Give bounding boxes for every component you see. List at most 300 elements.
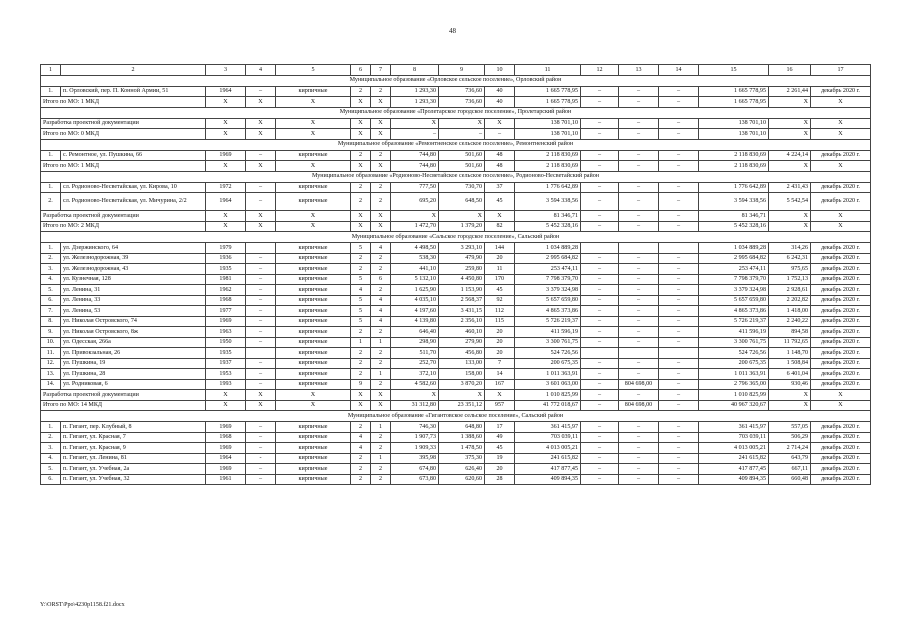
table-cell: – (619, 161, 659, 172)
table-cell: 4 498,50 (391, 243, 439, 254)
table-cell: 3 870,20 (439, 379, 485, 390)
table-cell: 5. (41, 464, 61, 475)
table-cell: X (769, 390, 811, 401)
section-header-row (41, 139, 871, 150)
table-cell: 138 701,10 (699, 118, 769, 129)
table-cell: кирпичные (276, 327, 351, 338)
table-cell: кирпичные (276, 243, 351, 254)
address-cell: ул. Николая Островского, 8ж (61, 327, 206, 338)
table-cell: 744,80 (391, 150, 439, 161)
table-cell: X (811, 211, 871, 222)
table-cell: 1 418,00 (769, 306, 811, 317)
table-cell: – (246, 464, 276, 475)
table-cell: X (439, 211, 485, 222)
section-header-row (41, 411, 871, 422)
summary-row (41, 161, 871, 172)
summary-label: Итого по МО: 2 МКД (41, 221, 206, 232)
summary-row (41, 400, 871, 411)
table-cell: 158,00 (439, 369, 485, 380)
table-cell: 1 776 642,89 (515, 182, 581, 193)
table-cell: – (619, 443, 659, 454)
table-cell: – (659, 285, 699, 296)
table-cell: 417 877,45 (515, 464, 581, 475)
table-cell: – (659, 358, 699, 369)
table-cell: – (619, 316, 659, 327)
table-cell: – (619, 86, 659, 97)
table-cell: 1 665 778,95 (699, 97, 769, 108)
table-cell: – (659, 379, 699, 390)
table-cell: 456,80 (439, 348, 485, 359)
table-cell: – (619, 150, 659, 161)
building-row (41, 369, 871, 380)
table-cell: X (276, 129, 351, 140)
table-cell: декабрь 2020 г. (811, 264, 871, 275)
table-cell: декабрь 2020 г. (811, 86, 871, 97)
table-cell: кирпичные (276, 86, 351, 97)
table-cell: 2 (371, 327, 391, 338)
table-cell: – (619, 327, 659, 338)
table-cell: декабрь 2020 г. (811, 453, 871, 464)
table-cell: 20 (485, 464, 515, 475)
municipality-title: Муниципальное образование «Сальское городское поселение», Сальский район (41, 232, 871, 243)
table-cell: – (619, 193, 659, 211)
table-cell: – (659, 211, 699, 222)
summary-row (41, 221, 871, 232)
column-number: 5 (276, 65, 351, 76)
table-cell: – (581, 274, 619, 285)
table-cell: 23 351,12 (439, 400, 485, 411)
table-cell: 3 379 324,98 (699, 285, 769, 296)
table-cell: 48 (485, 161, 515, 172)
table-cell: – (659, 118, 699, 129)
address-cell: п. Гигант, ул. Учебная, 2а (61, 464, 206, 475)
table-cell: – (581, 316, 619, 327)
table-cell: 41 772 018,67 (515, 400, 581, 411)
table-cell: 1 478,50 (439, 443, 485, 454)
table-cell: – (246, 327, 276, 338)
table-cell: 298,90 (391, 337, 439, 348)
table-cell: 2 (351, 348, 371, 359)
address-cell: ул. Кузнечная, 128 (61, 274, 206, 285)
table-cell: 703 039,11 (515, 432, 581, 443)
table-cell: X (769, 400, 811, 411)
table-cell: 5 452 328,16 (699, 221, 769, 232)
table-cell: 2 202,82 (769, 295, 811, 306)
table-cell: – (581, 422, 619, 433)
table-cell: 1 472,70 (391, 221, 439, 232)
table-cell: X (485, 118, 515, 129)
table-cell: 82 (485, 221, 515, 232)
address-cell: сл. Родионово-Несветайская, ул. Мичурина, 2/2 (61, 193, 206, 211)
table-cell: X (811, 118, 871, 129)
table-cell: – (619, 221, 659, 232)
column-number: 9 (439, 65, 485, 76)
building-row (41, 453, 871, 464)
address-cell: п. Гигант, ул. Красная, 7 (61, 432, 206, 443)
building-row (41, 443, 871, 454)
table-cell: X (246, 390, 276, 401)
table-cell: – (581, 379, 619, 390)
table-cell: 3 379 324,98 (515, 285, 581, 296)
table-cell: – (581, 443, 619, 454)
table-cell: 746,30 (391, 422, 439, 433)
table-cell: X (371, 400, 391, 411)
file-path-footer: Y:\ORST\Ppo\4230p1158.f21.docx (40, 602, 125, 608)
table-cell: X (351, 161, 371, 172)
summary-label: Итого по МО: 0 МКД (41, 129, 206, 140)
table-cell: 6. (41, 474, 61, 485)
table-cell: 4 197,60 (391, 306, 439, 317)
table-cell: 7 (485, 358, 515, 369)
table-cell: – (659, 316, 699, 327)
table-cell: – (581, 390, 619, 401)
table-cell: 409 894,35 (699, 474, 769, 485)
table-cell: 138 701,10 (699, 129, 769, 140)
table-cell: 2 (351, 182, 371, 193)
table-cell: – (581, 400, 619, 411)
table-cell: кирпичные (276, 379, 351, 390)
table-cell: 2 118 830,69 (699, 150, 769, 161)
table-cell (581, 243, 619, 254)
table-cell: 1 (371, 422, 391, 433)
table-cell: 1 665 778,95 (515, 86, 581, 97)
address-cell: ул. Дзержинского, 64 (61, 243, 206, 254)
table-cell: 4 013 005,21 (515, 443, 581, 454)
table-cell: 1 034 889,28 (699, 243, 769, 254)
column-number: 3 (206, 65, 246, 76)
table-cell: X (246, 211, 276, 222)
column-number: 2 (61, 65, 206, 76)
table-cell: 2. (41, 432, 61, 443)
table-cell: 4 (371, 316, 391, 327)
table-cell: 4 450,80 (439, 274, 485, 285)
municipality-title: Муниципальное образование «Орловское сельское поселение», Орловский район (41, 75, 871, 86)
municipality-title: Муниципальное образование «Гигантовское сельское поселение», Сальский район (41, 411, 871, 422)
summary-row (41, 211, 871, 222)
table-cell: 3. (41, 264, 61, 275)
table-cell: 1936 (206, 253, 246, 264)
table-cell: 253 474,11 (699, 264, 769, 275)
table-cell: – (619, 474, 659, 485)
table-cell: – (659, 193, 699, 211)
table-cell (619, 348, 659, 359)
table-cell: 5 542,54 (769, 193, 811, 211)
table-cell: – (439, 129, 485, 140)
table-cell: X (485, 211, 515, 222)
table-cell: X (206, 221, 246, 232)
column-number: 1 (41, 65, 61, 76)
table-cell: 45 (485, 443, 515, 454)
table-cell: 1 752,13 (769, 274, 811, 285)
section-header-row (41, 107, 871, 118)
table-cell: X (246, 221, 276, 232)
table-cell: 648,80 (439, 422, 485, 433)
table-cell: 8. (41, 316, 61, 327)
table-cell: – (581, 327, 619, 338)
table-cell: 2 118 830,69 (699, 161, 769, 172)
table-cell: – (619, 337, 659, 348)
table-cell: 3 594 338,56 (515, 193, 581, 211)
table-cell: X (351, 221, 371, 232)
table-cell: – (581, 464, 619, 475)
table-cell: 40 (485, 97, 515, 108)
table-cell: 1972 (206, 182, 246, 193)
table-cell: X (351, 118, 371, 129)
building-row (41, 182, 871, 193)
table-cell: 1964 (206, 86, 246, 97)
table-cell: 4. (41, 274, 61, 285)
address-cell: ул. Привокзальная, 26 (61, 348, 206, 359)
table-cell: 20 (485, 337, 515, 348)
summary-label: Разработка проектной документации (41, 211, 206, 222)
table-cell: – (619, 182, 659, 193)
table-cell: X (206, 390, 246, 401)
table-cell: декабрь 2020 г. (811, 422, 871, 433)
table-cell: 7 798 379,70 (699, 274, 769, 285)
table-cell: 9 (351, 379, 371, 390)
table-cell: 259,80 (439, 264, 485, 275)
table-cell: X (391, 118, 439, 129)
building-row (41, 379, 871, 390)
table-cell: 395,98 (391, 453, 439, 464)
table-cell: 1 379,20 (439, 221, 485, 232)
table-cell: – (581, 211, 619, 222)
table-cell: – (246, 274, 276, 285)
table-cell: X (811, 400, 871, 411)
table-cell: – (659, 453, 699, 464)
table-cell (659, 348, 699, 359)
table-cell: – (659, 295, 699, 306)
table-cell: 730,70 (439, 182, 485, 193)
summary-label: Разработка проектной документации (41, 118, 206, 129)
table-cell: – (581, 337, 619, 348)
table-cell: - (246, 453, 276, 464)
table-cell: 626,40 (439, 464, 485, 475)
table-cell: 703 039,11 (699, 432, 769, 443)
column-number: 16 (769, 65, 811, 76)
table-cell: кирпичные (276, 464, 351, 475)
building-row (41, 274, 871, 285)
table-cell: – (659, 182, 699, 193)
table-cell: 1968 (206, 432, 246, 443)
table-cell: 133,00 (439, 358, 485, 369)
table-cell: – (246, 306, 276, 317)
table-cell: 2 (351, 369, 371, 380)
municipality-title: Муниципальное образование «Ремонтненское сельское поселение», Ремонтненский район (41, 139, 871, 150)
address-cell: ул. Родниковая, 6 (61, 379, 206, 390)
table-cell: декабрь 2020 г. (811, 337, 871, 348)
table-cell: 5 726 219,37 (699, 316, 769, 327)
table-cell: – (659, 86, 699, 97)
table-cell: 112 (485, 306, 515, 317)
building-row (41, 337, 871, 348)
table-cell: 2 240,22 (769, 316, 811, 327)
table-cell: 1 148,70 (769, 348, 811, 359)
table-cell: 524 726,56 (699, 348, 769, 359)
table-cell: X (391, 211, 439, 222)
address-cell: ул. Николая Островского, 74 (61, 316, 206, 327)
table-cell: – (581, 150, 619, 161)
building-row (41, 295, 871, 306)
table-cell: 115 (485, 316, 515, 327)
table-cell: 5 (351, 306, 371, 317)
address-cell: с. Ремонтное, ул. Пушкина, 66 (61, 150, 206, 161)
table-cell: 4 (351, 432, 371, 443)
table-cell: кирпичные (276, 150, 351, 161)
table-cell: 5 452 328,16 (515, 221, 581, 232)
table-cell: 673,80 (391, 474, 439, 485)
table-cell: – (246, 358, 276, 369)
table-cell: X (811, 390, 871, 401)
address-cell: ул. Ленина, 33 (61, 295, 206, 306)
table-cell: декабрь 2020 г. (811, 379, 871, 390)
table-cell: 1961 (206, 474, 246, 485)
page-number: 48 (449, 27, 456, 35)
summary-label: Разработка проектной документации (41, 390, 206, 401)
table-cell: 538,30 (391, 253, 439, 264)
table-cell: X (276, 390, 351, 401)
address-cell: п. Гигант, ул. Учебная, 32 (61, 474, 206, 485)
table-cell: 1935 (206, 264, 246, 275)
table-cell: 1 153,90 (439, 285, 485, 296)
table-cell: 45 (485, 285, 515, 296)
summary-label: Итого по МО: 14 МКД (41, 400, 206, 411)
table-cell: 2 (371, 474, 391, 485)
table-cell: 49 (485, 432, 515, 443)
table-cell: X (246, 161, 276, 172)
building-row (41, 150, 871, 161)
table-cell: 1963 (206, 327, 246, 338)
table-cell: 4 035,10 (391, 295, 439, 306)
table-cell: 2 (351, 422, 371, 433)
table-cell: 736,60 (439, 86, 485, 97)
table-cell: 144 (485, 243, 515, 254)
table-cell: – (659, 264, 699, 275)
table-cell: 2 431,43 (769, 182, 811, 193)
table-cell: – (619, 285, 659, 296)
table-cell: 2 (351, 193, 371, 211)
table-cell: 2 (351, 253, 371, 264)
table-cell: 4 582,60 (391, 379, 439, 390)
table-cell: – (619, 432, 659, 443)
table-cell: – (659, 400, 699, 411)
table-cell: 1. (41, 150, 61, 161)
table-cell: – (246, 422, 276, 433)
table-cell: – (659, 390, 699, 401)
table-cell: – (619, 295, 659, 306)
building-row (41, 432, 871, 443)
table-cell: 1. (41, 182, 61, 193)
table-cell: X (371, 390, 391, 401)
table-cell: 6 401,04 (769, 369, 811, 380)
table-cell: – (246, 432, 276, 443)
table-cell: X (371, 97, 391, 108)
housing-repair-table (40, 64, 871, 485)
table-cell: – (619, 422, 659, 433)
table-cell (581, 348, 619, 359)
table-cell: 506,29 (769, 432, 811, 443)
table-cell: 17 (485, 422, 515, 433)
table-cell: 1 011 363,91 (515, 369, 581, 380)
table-cell: 3 300 761,75 (699, 337, 769, 348)
table-cell: 674,80 (391, 464, 439, 475)
table-cell: X (769, 97, 811, 108)
table-cell: 777,50 (391, 182, 439, 193)
summary-row (41, 129, 871, 140)
table-cell: кирпичные (276, 453, 351, 464)
table-cell: 744,80 (391, 161, 439, 172)
table-cell: – (246, 379, 276, 390)
table-cell: декабрь 2020 г. (811, 295, 871, 306)
table-cell: X (206, 118, 246, 129)
table-cell: – (619, 97, 659, 108)
table-cell: 3 293,10 (439, 243, 485, 254)
table-cell: 1935 (206, 348, 246, 359)
table-cell: 411 596,19 (699, 327, 769, 338)
table-cell: – (581, 193, 619, 211)
table-cell: кирпичные (276, 422, 351, 433)
address-cell: сл. Родионово-Несветайская, ул. Кирова, 10 (61, 182, 206, 193)
table-cell: кирпичные (276, 285, 351, 296)
table-cell: 253 474,11 (515, 264, 581, 275)
building-row (41, 306, 871, 317)
table-cell: декабрь 2020 г. (811, 150, 871, 161)
table-cell: – (581, 253, 619, 264)
column-number: 15 (699, 65, 769, 76)
table-cell: – (659, 221, 699, 232)
table-cell: 479,90 (439, 253, 485, 264)
building-row (41, 264, 871, 275)
table-cell: 1. (41, 422, 61, 433)
table-cell: 252,70 (391, 358, 439, 369)
table-cell: 804 698,00 (619, 379, 659, 390)
section-header-row (41, 171, 871, 182)
table-cell: 1969 (206, 443, 246, 454)
table-cell: X (769, 211, 811, 222)
table-cell: 2 (371, 379, 391, 390)
summary-row (41, 390, 871, 401)
table-cell: 19 (485, 453, 515, 464)
table-cell: 660,48 (769, 474, 811, 485)
column-number: 8 (391, 65, 439, 76)
table-cell: 3 594 338,56 (699, 193, 769, 211)
table-cell: 2 568,37 (439, 295, 485, 306)
table-cell: 557,05 (769, 422, 811, 433)
summary-row (41, 97, 871, 108)
table-cell: 1 293,30 (391, 97, 439, 108)
table-cell: 92 (485, 295, 515, 306)
table-cell: – (659, 306, 699, 317)
table-cell: X (371, 221, 391, 232)
summary-label: Итого по МО: 1 МКД (41, 97, 206, 108)
table-cell: – (246, 182, 276, 193)
table-cell: 2 356,10 (439, 316, 485, 327)
table-cell: 4 (371, 243, 391, 254)
table-cell: – (581, 295, 619, 306)
table-cell: 4 224,14 (769, 150, 811, 161)
table-cell: X (811, 161, 871, 172)
table-cell: 81 346,71 (515, 211, 581, 222)
table-cell: 695,20 (391, 193, 439, 211)
table-cell: 5 132,10 (391, 274, 439, 285)
table-cell: 1981 (206, 274, 246, 285)
table-cell: 2 (371, 193, 391, 211)
table-cell: X (276, 118, 351, 129)
column-number: 17 (811, 65, 871, 76)
table-cell: – (246, 285, 276, 296)
table-cell: – (619, 464, 659, 475)
table-cell: – (246, 295, 276, 306)
